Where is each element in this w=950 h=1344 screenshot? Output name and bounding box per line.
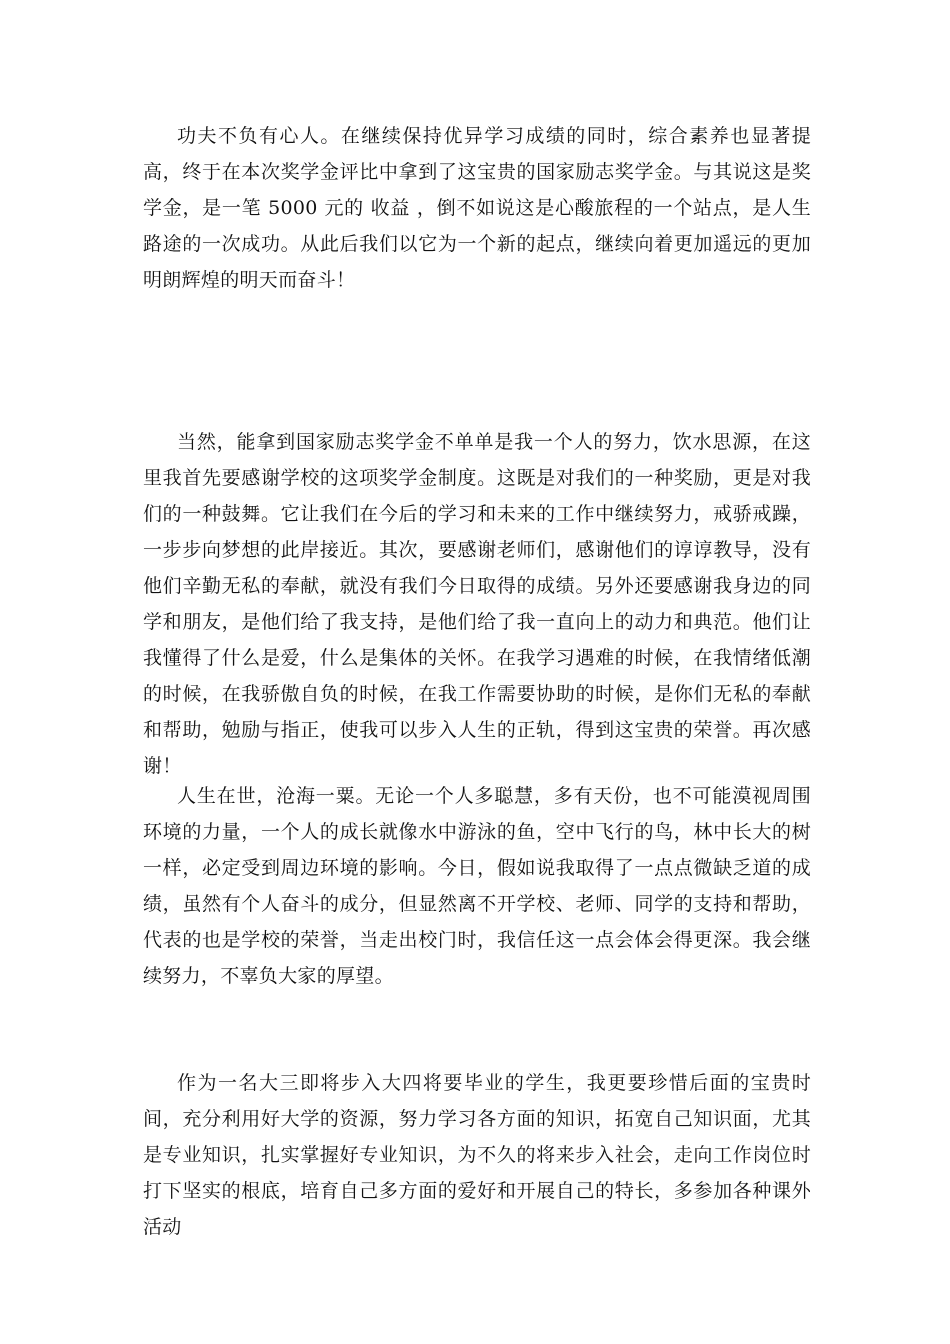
paragraph-1: 功夫不负有心人。在继续保持优异学习成绩的同时，综合素养也显著提高，终于在本次奖学金评比中拿到了这宝贵的国家励志奖学金。与其说这是奖学金，是一笔 5000 元的 收益 ，倒不如说这是心酸旅程的一个站点，是人生路途的一次成功。从此后我们以它为一个新的起点，继续向着更加遥远的更加明朗辉煌的明天而奋斗！ [143,125,811,291]
paragraph-4: 作为一名大三即将步入大四将要毕业的学生，我更要珍惜后面的宝贵时间，充分利用好大学的资源，努力学习各方面的知识，拓宽自己知识面，尤其是专业知识，扎实掌握好专业知识，为不久的将来步入社会，走向工作岗位时打下坚实的根底，培育自己多方面的爱好和开展自己的特长，多参加各种课外活动 [143,1072,811,1238]
paragraph-2: 当然，能拿到国家励志奖学金不单单是我一个人的努力，饮水思源，在这里我首先要感谢学校的这项奖学金制度。这既是对我们的一种奖励，更是对我们的一种鼓舞。它让我们在今后的学习和未来的工作中继续努力，戒骄戒躁，一步步向梦想的此岸接近。其次，要感谢老师们，感谢他们的谆谆教导，没有他们辛勤无私的奉献，就没有我们今日取得的成绩。另外还要感谢我身边的同学和朋友，是他们给了我支持，是他们给了我一直向上的动力和典范。他们让我懂得了什么是爱，什么是集体的关怀。在我学习遇难的时候，在我情绪低潮的时候，在我骄傲自负的时候，在我工作需要协助的时候，是你们无私的奉献和帮助，勉励与指正，使我可以步入人生的正轨，得到这宝贵的荣誉。再次感谢！ [143,431,811,777]
paragraph-3: 人生在世，沧海一粟。无论一个人多聪慧，多有天份，也不可能漠视周围环境的力量，一个人的成长就像水中游泳的鱼，空中飞行的鸟，林中长大的树一样，必定受到周边环境的影响。今日，假如说我取得了一点点微缺乏道的成绩，虽然有个人奋斗的成分，但显然离不开学校、老师、同学的支持和帮助，代表的也是学校的荣誉，当走出校门时，我信任这一点会体会得更深。我会继续努力，不辜负大家的厚望。 [143,785,811,987]
